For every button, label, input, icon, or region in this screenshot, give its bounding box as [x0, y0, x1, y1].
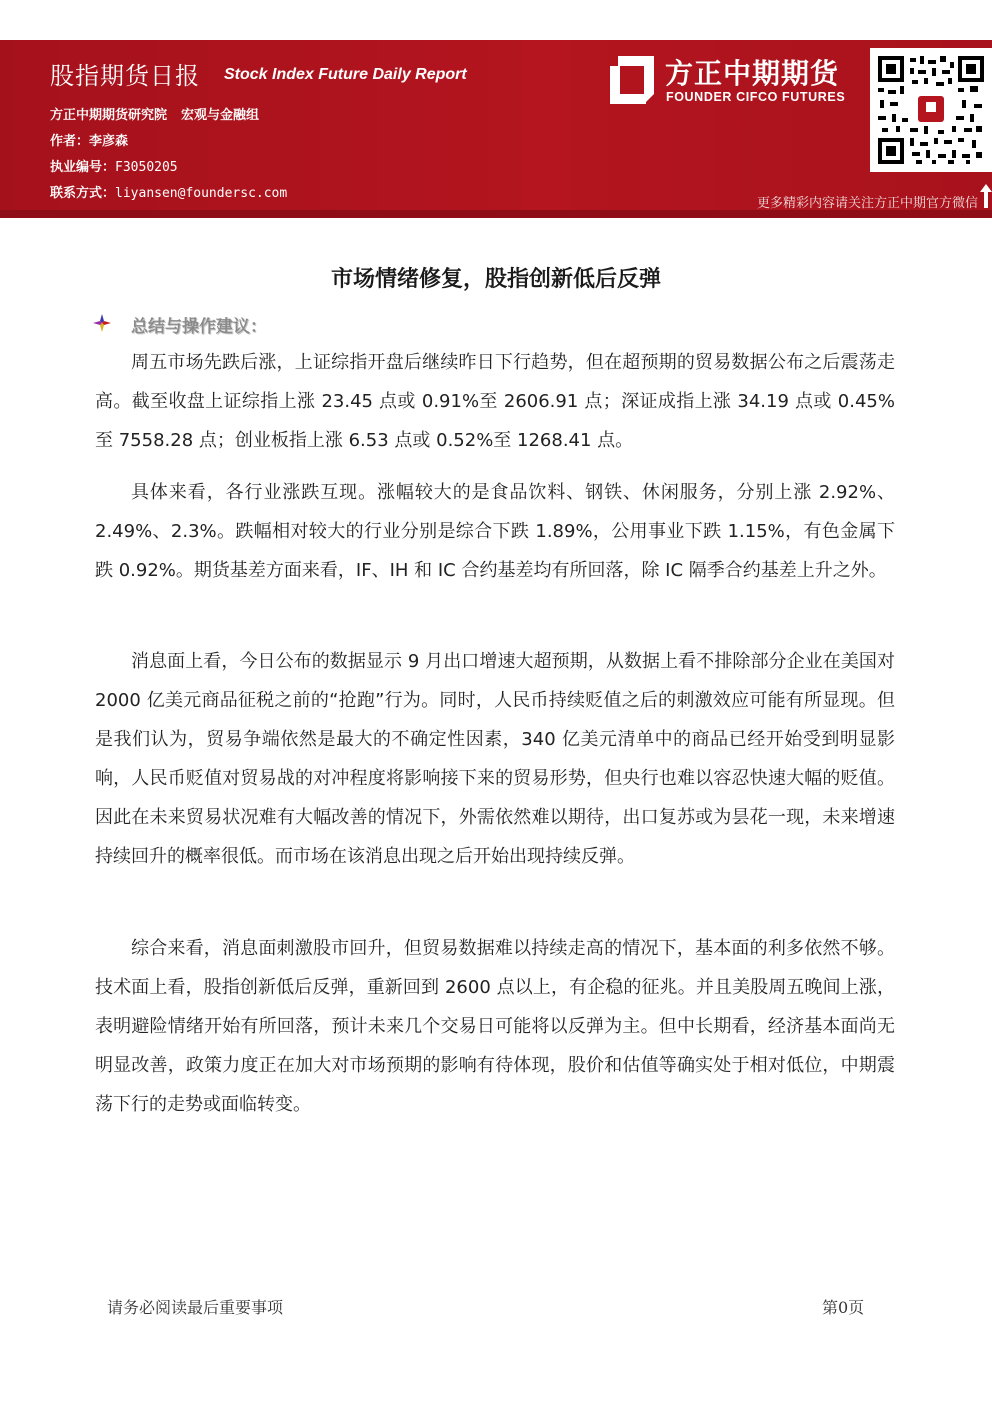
paragraph-conclusion: 综合来看，消息面刺激股市回升，但贸易数据难以持续走高的情况下，基本面的利多依然不够。技术面上看，股指创新低后反弹，重新回到 2600 点以上，有企稳的征兆。并且美股周五晚间上涨，表明避险情绪开始有所回落，预计未来几个交易日可能将以反弹为主。但中长期看，经济基本面尚无明显改善，政策力度正在加大对市场预期的影响有待体现，股价和估值等确实处于相对低位，中期震荡下行的走势或面临转变。 [95, 938, 895, 1115]
author-label: 作者： [50, 134, 90, 149]
contact-email[interactable]: liyansen@foundersc.com [115, 186, 288, 201]
arrow-up-icon [980, 184, 992, 208]
bullet-diamond-icon [92, 313, 112, 333]
contact-line [50, 182, 287, 201]
group-name: 宏观与金融组 [181, 108, 260, 123]
report-title-cn: 股指期货日报 [50, 62, 200, 90]
paragraph-news-analysis: 消息面上看，今日公布的数据显示 9 月出口增速大超预期，从数据上看不排除部分企业在美国对 2000 亿美元商品征税之前的“抢跑”行为。同时，人民币持续贬值之后的刺激效应可能有所显现。但是我们认为，贸易争端依然是最大的不确定性因素，340 亿美元清单中的商品已经开始受到明显影响，人民币贬值对贸易战的对冲程度将影响接下来的贸易形势，但央行也难以容忍快速大幅的贬值。因此在未来贸易状况难有大幅改善的情况下，外需依然难以期待，出口复苏或为昙花一现，未来增速持续回升的概率很低。而市场在该消息出现之后开始出现持续反弹。 [95, 651, 895, 867]
wechat-qr-code [870, 48, 992, 172]
paragraph-market-summary: 周五市场先跌后涨，上证综指开盘后继续昨日下行趋势，但在超预期的贸易数据公布之后震荡走高。截至收盘上证综指上涨 23.45 点或 0.91%至 2606.91 点；深证成指上涨 34.19 点或 0.45%至 7558.28 点；创业板指上涨 6.53 点或 0.52%至 1268.41 点。 [95, 352, 895, 451]
report-header [0, 40, 992, 218]
license-line [50, 156, 178, 175]
header-divider [0, 210, 992, 218]
author-line [50, 130, 128, 149]
contact-label: 联系方式： [50, 186, 116, 201]
report-title-en: Stock Index Future Daily Report [224, 66, 467, 83]
company-logo-text: 方正中期期货 [665, 57, 840, 90]
qr-code-icon [876, 54, 986, 166]
document-title: 市场情绪修复，股指创新低后反弹 [330, 267, 661, 292]
founder-logo-icon [608, 54, 656, 106]
license-number: F3050205 [115, 160, 178, 175]
company-logo-en: FOUNDER CIFCO FUTURES [666, 90, 846, 104]
author-name: 李彦森 [89, 134, 129, 149]
wechat-follow-note: 更多精彩内容请关注方正中期官方微信 [756, 196, 978, 211]
section-heading: 总结与操作建议： [131, 317, 267, 337]
paragraph-sector-performance: 具体来看，各行业涨跌互现。涨幅较大的是食品饮料、钢铁、休闲服务，分别上涨 2.92%、2.49%、2.3%。跌幅相对较大的行业分别是综合下跌 1.89%，公用事业下跌 1.15%，有色金属下跌 0.92%。期货基差方面来看，IF、IH 和 IC 合约基差均有所回落，除 IC 隔季合约基差上升之外。 [95, 482, 895, 581]
license-label: 执业编号： [50, 160, 116, 175]
footer-notice: 请务必阅读最后重要事项 [107, 1298, 284, 1317]
institute-name: 方正中期期货研究院 [50, 108, 168, 123]
page-number: 第0页 [822, 1298, 865, 1317]
institute-line [50, 104, 259, 123]
